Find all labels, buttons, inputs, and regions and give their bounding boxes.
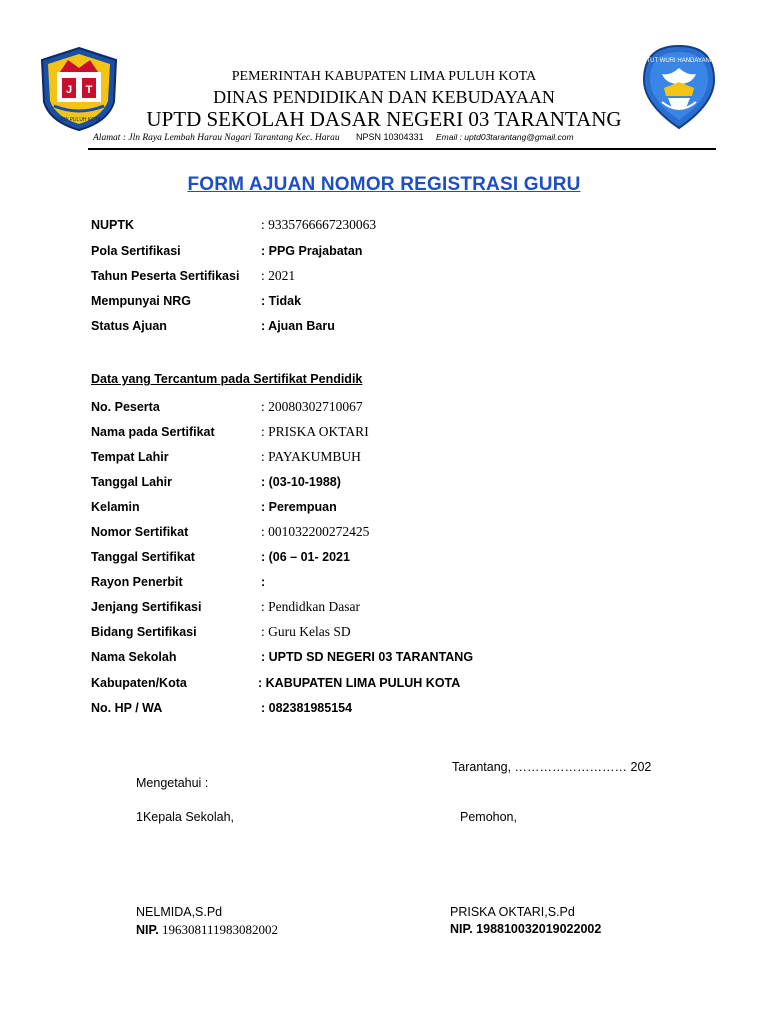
field-label-mempunyai-nrg: Mempunyai NRG	[91, 294, 192, 308]
place-date: Tarantang, ……………………… 202	[452, 760, 652, 774]
field-value-bidang-sertifikasi: : Guru Kelas SD	[261, 624, 351, 639]
field-label-rayon-penerbit: Rayon Penerbit	[91, 575, 183, 589]
header-address-line	[93, 132, 574, 143]
field-label-kelamin: Kelamin	[91, 500, 140, 514]
svg-text:LIMA PULUH KOTA: LIMA PULUH KOTA	[56, 117, 102, 123]
field-label-kabupaten-kota: Kabupaten/Kota	[91, 676, 187, 690]
mengetahui-label: Mengetahui :	[136, 776, 209, 790]
field-value-status-ajuan: : Ajuan Baru	[261, 319, 335, 333]
header-school: UPTD SEKOLAH DASAR NEGERI 03 TARANTANG	[146, 107, 622, 131]
field-label-nama-sertifikat: Nama pada Sertifikat	[91, 425, 215, 439]
field-label-tanggal-lahir: Tanggal Lahir	[91, 475, 173, 489]
svg-text:T: T	[85, 84, 93, 96]
field-label-jenjang-sertifikasi: Jenjang Sertifikasi	[91, 600, 202, 614]
address-text: Alamat : Jln Raya Lembah Harau Nagari Tarantang Kec. Harau	[93, 133, 340, 143]
header-government: PEMERINTAH KABUPATEN LIMA PULUH KOTA	[231, 69, 537, 84]
signer-left-nip	[136, 922, 278, 938]
field-value-tahun-peserta: : 2021	[261, 268, 296, 283]
section-title-certificate: Data yang Tercantum pada Sertifikat Pendidik	[91, 372, 363, 386]
field-label-tanggal-sertifikat: Tanggal Sertifikat	[91, 550, 195, 564]
field-value-pola-sertifikasi: : PPG Prajabatan	[261, 244, 363, 258]
field-value-jenjang-sertifikasi: : Pendidkan Dasar	[261, 599, 360, 614]
signer-right-name: PRISKA OKTARI,S.Pd	[450, 905, 575, 919]
field-label-tempat-lahir: Tempat Lahir	[91, 450, 169, 464]
pemohon-label: Pemohon,	[460, 810, 517, 824]
signer-left-name: NELMIDA,S.Pd	[136, 905, 223, 919]
field-value-kabupaten-kota: : KABUPATEN LIMA PULUH KOTA	[258, 676, 461, 690]
field-value-nuptk: : 9335766667230063	[261, 217, 377, 232]
field-label-tahun-peserta: Tahun Peserta Sertifikasi	[91, 269, 240, 283]
field-value-nama-sertifikat: : PRISKA OKTARI	[261, 424, 369, 439]
field-value-tempat-lahir: : PAYAKUMBUH	[261, 449, 361, 464]
field-label-pola-sertifikasi: Pola Sertifikasi	[91, 244, 181, 258]
email-text: Email : uptd03tarantang@gmail.com	[435, 132, 574, 142]
field-value-tanggal-lahir: : (03-10-1988)	[261, 475, 341, 489]
npsn-text: NPSN 10304331	[356, 132, 424, 142]
field-label-nuptk: NUPTK	[91, 218, 135, 232]
header-divider	[88, 148, 716, 150]
field-value-nomor-sertifikat: : 001032200272425	[261, 524, 370, 539]
nip-label: NIP.	[136, 923, 159, 937]
field-value-kelamin: : Perempuan	[261, 500, 337, 514]
field-value-no-hp: : 082381985154	[261, 701, 353, 715]
kepala-sekolah-label: 1Kepala Sekolah,	[136, 810, 234, 824]
svg-text:TUT WURI HANDAYANI: TUT WURI HANDAYANI	[646, 58, 712, 64]
field-label-no-hp: No. HP / WA	[91, 701, 163, 715]
field-value-tanggal-sertifikat: : (06 – 01- 2021	[261, 550, 350, 564]
field-label-status-ajuan: Status Ajuan	[91, 319, 167, 333]
field-label-nomor-sertifikat: Nomor Sertifikat	[91, 525, 189, 539]
field-label-no-peserta: No. Peserta	[91, 400, 160, 414]
form-title: FORM AJUAN NOMOR REGISTRASI GURU	[187, 174, 581, 195]
svg-text:J: J	[65, 84, 73, 96]
header-department: DINAS PENDIDIKAN DAN KEBUDAYAAN	[213, 87, 555, 107]
field-value-mempunyai-nrg: : Tidak	[261, 294, 302, 308]
field-label-bidang-sertifikasi: Bidang Sertifikasi	[91, 625, 197, 639]
signer-right-nip: NIP. 198810032019022002	[450, 922, 602, 936]
field-value-rayon-penerbit: :	[261, 575, 266, 589]
nip-value: 196308111983082002	[158, 922, 278, 937]
field-value-nama-sekolah: : UPTD SD NEGERI 03 TARANTANG	[261, 650, 474, 664]
field-value-no-peserta: : 20080302710067	[261, 399, 363, 414]
field-label-nama-sekolah: Nama Sekolah	[91, 650, 177, 664]
